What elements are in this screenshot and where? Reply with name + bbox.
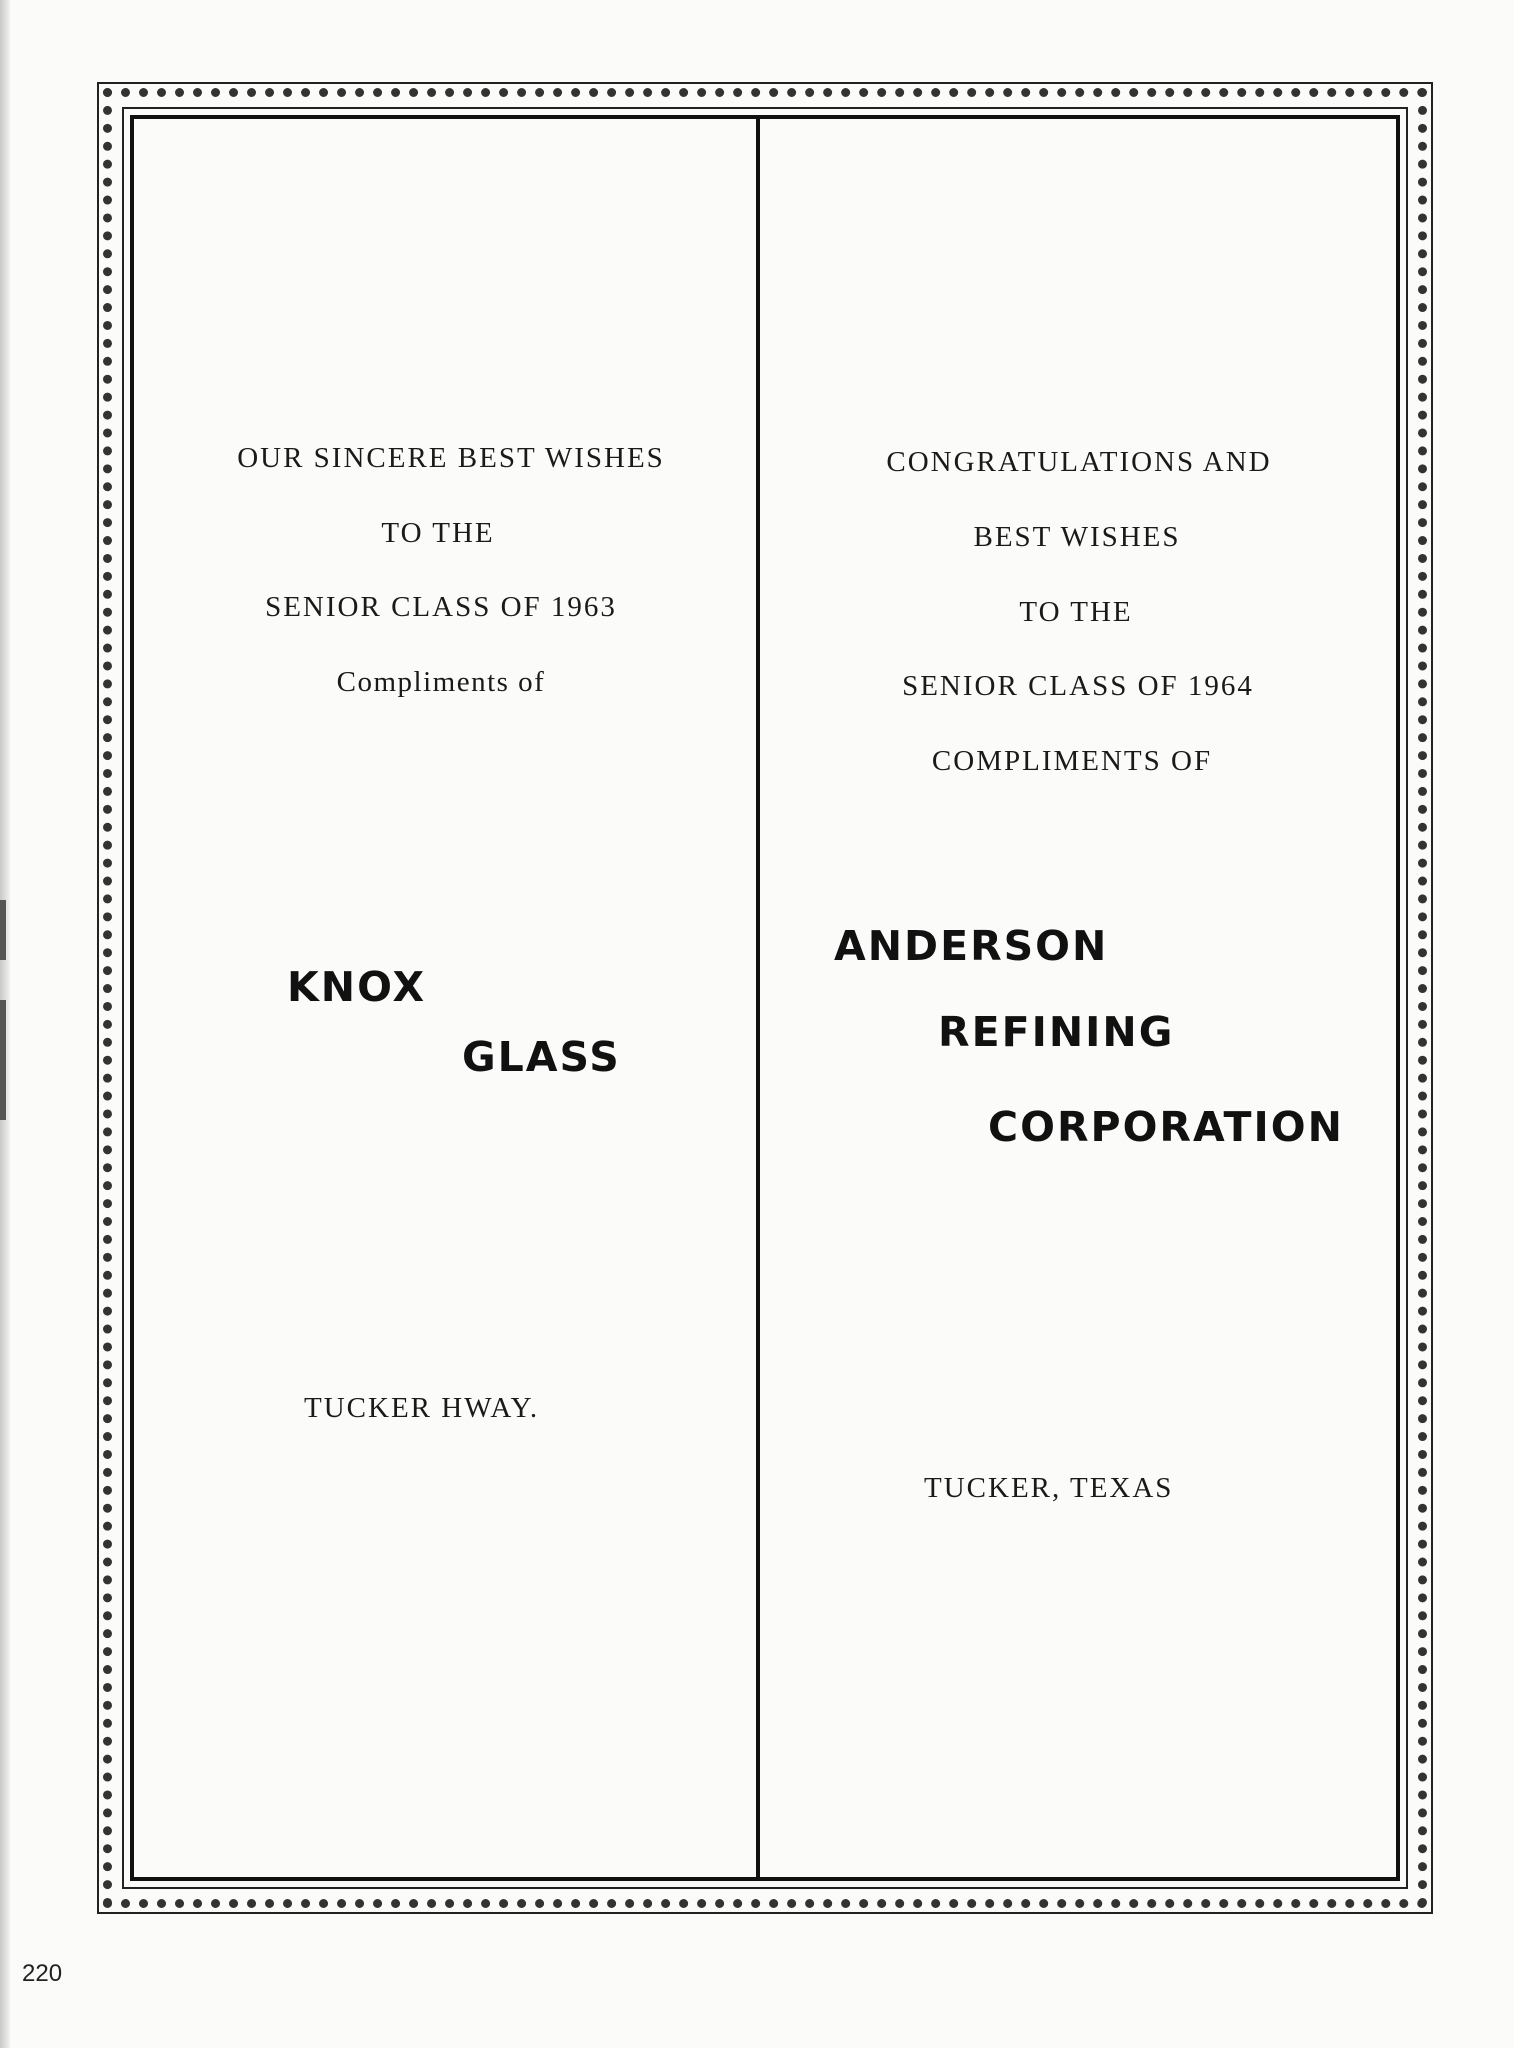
left-greeting-line: Compliments of [336,666,546,698]
binding-mark [0,900,6,960]
right-greeting-line: CONGRATULATIONS AND [886,446,1272,478]
column-divider [756,115,760,1881]
binding-mark [0,1000,6,1120]
left-company-name: KNOX [287,963,427,1011]
right-greeting-line: SENIOR CLASS OF 1964 [902,670,1254,702]
page-number: 220 [22,1960,63,1987]
right-greeting-line: COMPLIMENTS OF [931,745,1213,777]
right-greeting-line: TO THE [1019,596,1133,628]
left-greeting-line: SENIOR CLASS OF 1963 [265,591,617,623]
right-greeting-line: BEST WISHES [973,521,1181,553]
right-company-name: ANDERSON [834,922,1109,970]
left-greeting-line: OUR SINCERE BEST WISHES [237,442,665,474]
left-greeting-line: TO THE [381,517,495,549]
right-company-name: CORPORATION [988,1103,1344,1151]
right-address: TUCKER, TEXAS [924,1472,1174,1504]
left-company-name: GLASS [462,1033,621,1081]
left-address: TUCKER HWAY. [304,1392,540,1424]
right-company-name: REFINING [938,1008,1175,1056]
